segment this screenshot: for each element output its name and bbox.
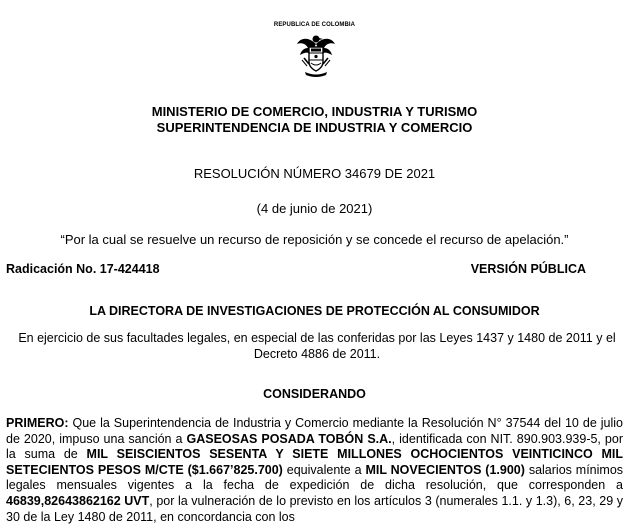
authority-heading: LA DIRECTORA DE INVESTIGACIONES DE PROTECCIÓN AL CONSUMIDOR xyxy=(89,304,540,318)
authority-powers: En ejercicio de sus facultades legales, en especial de las conferidas por las Leyes 1437 y 1480 de 2011 y el Decreto 4886 de 2011. xyxy=(18,331,616,361)
salaries-amount: MIL NOVECIENTOS (1.900) xyxy=(365,462,525,477)
company-name: GASEOSAS POSADA TOBÓN S.A. xyxy=(186,431,392,446)
primero-label: PRIMERO: xyxy=(6,416,69,430)
issuing-entity xyxy=(0,104,629,136)
resolution-subject: “Por la cual se resuelve un recurso de reposición y se concede el recurso de apelación.” xyxy=(60,232,569,247)
resolution-number: RESOLUCIÓN NÚMERO 34679 DE 2021 xyxy=(193,166,436,181)
considerando-heading: CONSIDERANDO xyxy=(263,387,366,401)
resolution-date: (4 de junio de 2021) xyxy=(256,201,373,216)
republic-header: REPUBLICA DE COLOMBIA xyxy=(273,22,356,28)
superintendence-name: SUPERINTENDENCIA DE INDUSTRIA Y COMERCIO xyxy=(156,120,473,135)
uvt-amount: 46839,82643862162 UVT xyxy=(6,493,150,508)
ministry-name: MINISTERIO DE COMERCIO, INDUSTRIA Y TURISMO xyxy=(151,104,478,119)
radicacion-number: Radicación No. 17-424418 xyxy=(6,262,160,276)
primero-paragraph: PRIMERO: Que la Superintendencia de Industria y Comercio mediante la Resolución N° 37544 del 10 de julio de 2020, impuso una sanción a GASEOSAS POSADA TOBÓN S.A., identificada con NIT. 890.903.939-5, por la suma de MIL SEISCIENTOS SESENTA Y SIETE MILLONES OCHOCIENTOS VEINTICINCO MIL SETECIENTOS PESOS M/CTE ($1.667’825.700) equivalente a MIL NOVECIENTOS (1.900) salarios mínimos legales mensuales vigentes a la fecha de expedición de dicha resolución, que corresponden a 46839,82643862162 UVT, por la vulneración de lo previsto en los artículos 3 (numerales 1.1. y 1.3), 6, 23, 29 y 30 de la Ley 1480 de 2011, en concordancia con los xyxy=(6,416,624,524)
metadata-row xyxy=(6,262,586,276)
colombia-coat-of-arms-icon xyxy=(296,30,336,78)
sanction-amount: MIL SEISCIENTOS SESENTA Y SIETE MILLONES OCHOCIENTOS VEINTICINCO MIL SETECIENTOS PESOS M/CTE ($1.667’825.700) xyxy=(6,447,623,477)
version-label: VERSIÓN PÚBLICA xyxy=(470,262,586,276)
